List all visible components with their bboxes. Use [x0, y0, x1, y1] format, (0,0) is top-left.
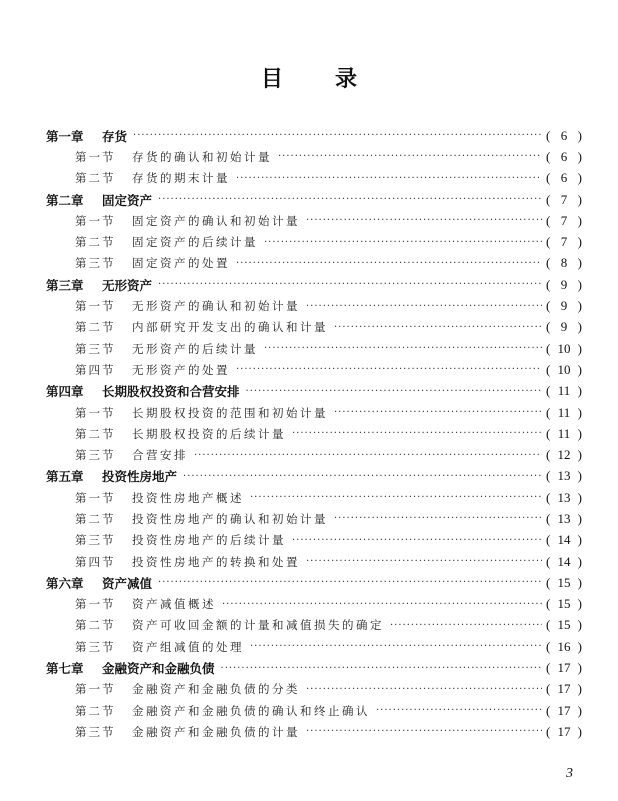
section-title: 投资性房地产的后续计量 — [132, 533, 286, 548]
dot-leader — [306, 684, 542, 695]
page-ref: ( 17 ) — [546, 723, 582, 739]
section-entry — [46, 338, 582, 359]
chapter-number: 第一章 — [46, 128, 84, 144]
dot-leader — [250, 492, 542, 503]
page-ref: ( 14 ) — [546, 532, 582, 548]
section-entry — [46, 530, 582, 551]
page-ref: ( 16 ) — [546, 638, 582, 654]
dot-leader — [390, 620, 542, 631]
section-title: 资产可收回金额的计量和减值损失的确定 — [132, 618, 384, 633]
chapter-title: 金融资产和金融负债 — [102, 661, 215, 677]
dot-leader — [376, 705, 542, 716]
page-ref: ( 7 ) — [546, 191, 582, 207]
dot-leader — [221, 663, 542, 674]
chapter-entry — [46, 572, 582, 593]
chapter-number: 第四章 — [46, 384, 84, 400]
page-ref: ( 15 ) — [546, 596, 582, 612]
dot-leader — [158, 577, 542, 588]
section-number: 第三节 — [75, 448, 116, 463]
dot-leader — [158, 279, 542, 290]
section-number: 第一节 — [75, 405, 116, 420]
section-number: 第一节 — [75, 597, 116, 612]
page-ref: ( 10 ) — [546, 361, 582, 377]
page-title — [0, 62, 618, 93]
dot-leader — [236, 173, 542, 184]
section-number: 第三节 — [75, 639, 116, 654]
dot-leader — [236, 364, 542, 375]
section-number: 第四节 — [75, 362, 116, 377]
section-number: 第三节 — [75, 533, 116, 548]
section-entry — [46, 168, 582, 189]
page-ref: ( 9 ) — [546, 276, 582, 292]
chapter-number: 第三章 — [46, 277, 84, 293]
section-entry — [46, 508, 582, 529]
dot-leader — [133, 130, 542, 141]
section-number: 第三节 — [75, 724, 116, 739]
section-number: 第三节 — [75, 341, 116, 356]
dot-leader — [264, 237, 542, 248]
section-entry — [46, 594, 582, 615]
section-title: 金融资产和金融负债的计量 — [132, 724, 300, 739]
section-entry — [46, 615, 582, 636]
page-ref: ( 11 ) — [546, 383, 582, 399]
page-ref: ( 15 ) — [546, 617, 582, 633]
dot-leader — [292, 428, 542, 439]
section-entry — [46, 700, 582, 721]
page-ref: ( 17 ) — [546, 681, 582, 697]
chapter-title: 固定资产 — [102, 192, 153, 208]
chapter-number: 第五章 — [46, 469, 84, 485]
section-title: 固定资产的确认和初始计量 — [132, 213, 300, 228]
dot-leader — [264, 343, 542, 354]
section-title: 无形资产的处置 — [132, 362, 230, 377]
section-number: 第一节 — [75, 490, 116, 505]
section-entry — [46, 317, 582, 338]
section-entry — [46, 402, 582, 423]
chapter-entry — [46, 125, 582, 146]
section-number: 第二节 — [75, 235, 116, 250]
page-ref: ( 7 ) — [546, 234, 582, 250]
chapter-number: 第六章 — [46, 575, 84, 591]
dot-leader — [158, 194, 542, 205]
chapter-title: 无形资产 — [102, 277, 153, 293]
section-number: 第一节 — [75, 299, 116, 314]
section-title: 长期股权投资的范围和初始计量 — [132, 405, 328, 420]
section-entry — [46, 253, 582, 274]
page-ref: ( 7 ) — [546, 212, 582, 228]
title-left: 目 — [260, 67, 283, 92]
section-entry — [46, 359, 582, 380]
section-number: 第二节 — [75, 320, 116, 335]
section-title: 无形资产的确认和初始计量 — [132, 299, 300, 314]
dot-leader — [246, 386, 542, 397]
page-ref: ( 6 ) — [546, 127, 582, 143]
section-title: 固定资产的处置 — [132, 256, 230, 271]
chapter-number: 第七章 — [46, 661, 84, 677]
chapter-title: 投资性房地产 — [102, 469, 178, 485]
chapter-entry — [46, 274, 582, 295]
section-entry — [46, 551, 582, 572]
section-number: 第二节 — [75, 171, 116, 186]
dot-leader — [236, 258, 542, 269]
dot-leader — [306, 726, 542, 737]
section-title: 资产组减值的处理 — [132, 639, 244, 654]
section-entry — [46, 721, 582, 742]
chapter-entry — [46, 466, 582, 487]
section-title: 固定资产的后续计量 — [132, 235, 258, 250]
page-ref: ( 9 ) — [546, 298, 582, 314]
page-ref: ( 15 ) — [546, 574, 582, 590]
section-entry — [46, 146, 582, 167]
page-ref: ( 10 ) — [546, 340, 582, 356]
section-title: 投资性房地产概述 — [132, 490, 244, 505]
page-ref: ( 8 ) — [546, 255, 582, 271]
title-right: 录 — [335, 67, 358, 92]
section-entry — [46, 231, 582, 252]
section-number: 第一节 — [75, 213, 116, 228]
section-entry — [46, 295, 582, 316]
section-number: 第一节 — [75, 149, 116, 164]
dot-leader — [292, 535, 542, 546]
section-number: 第一节 — [75, 682, 116, 697]
section-title: 金融资产和金融负债的分类 — [132, 682, 300, 697]
chapter-title: 资产减值 — [102, 575, 153, 591]
section-number: 第二节 — [75, 426, 116, 441]
section-title: 内部研究开发支出的确认和计量 — [132, 320, 328, 335]
dot-leader — [183, 471, 542, 482]
page-ref: ( 6 ) — [546, 148, 582, 164]
section-title: 投资性房地产的转换和处置 — [132, 554, 300, 569]
section-number: 第二节 — [75, 511, 116, 526]
dot-leader — [194, 450, 542, 461]
section-number: 第二节 — [75, 618, 116, 633]
section-number: 第四节 — [75, 554, 116, 569]
section-title: 投资性房地产的确认和初始计量 — [132, 511, 328, 526]
section-title: 资产减值概述 — [132, 597, 216, 612]
dot-leader — [306, 301, 542, 312]
chapter-entry — [46, 657, 582, 678]
section-entry — [46, 210, 582, 231]
page-ref: ( 6 ) — [546, 170, 582, 186]
section-title: 存货的期末计量 — [132, 171, 230, 186]
chapter-entry — [46, 189, 582, 210]
dot-leader — [334, 322, 542, 333]
dot-leader — [250, 641, 542, 652]
table-of-contents — [46, 125, 582, 743]
chapter-number: 第二章 — [46, 192, 84, 208]
page-ref: ( 13 ) — [546, 510, 582, 526]
section-title: 存货的确认和初始计量 — [132, 149, 272, 164]
section-entry — [46, 423, 582, 444]
chapter-title: 长期股权投资和合营安排 — [102, 384, 240, 400]
dot-leader — [278, 151, 542, 162]
section-title: 无形资产的后续计量 — [132, 341, 258, 356]
section-entry — [46, 487, 582, 508]
page-ref: ( 11 ) — [546, 404, 582, 420]
page-ref: ( 14 ) — [546, 553, 582, 569]
section-number: 第三节 — [75, 256, 116, 271]
page-ref: ( 11 ) — [546, 425, 582, 441]
dot-leader — [306, 556, 542, 567]
page-ref: ( 17 ) — [546, 660, 582, 676]
chapter-title: 存货 — [102, 128, 128, 144]
section-title: 金融资产和金融负债的确认和终止确认 — [132, 703, 370, 718]
page-ref: ( 9 ) — [546, 319, 582, 335]
section-title: 长期股权投资的后续计量 — [132, 426, 286, 441]
section-entry — [46, 444, 582, 465]
dot-leader — [334, 513, 542, 524]
page-number: 3 — [566, 766, 573, 781]
dot-leader — [306, 215, 542, 226]
section-title: 合营安排 — [132, 448, 188, 463]
page-ref: ( 13 ) — [546, 468, 582, 484]
dot-leader — [222, 599, 542, 610]
dot-leader — [334, 407, 542, 418]
section-number: 第二节 — [75, 703, 116, 718]
section-entry — [46, 679, 582, 700]
section-entry — [46, 636, 582, 657]
page-ref: ( 17 ) — [546, 702, 582, 718]
page-ref: ( 13 ) — [546, 489, 582, 505]
page-ref: ( 12 ) — [546, 447, 582, 463]
chapter-entry — [46, 381, 582, 402]
